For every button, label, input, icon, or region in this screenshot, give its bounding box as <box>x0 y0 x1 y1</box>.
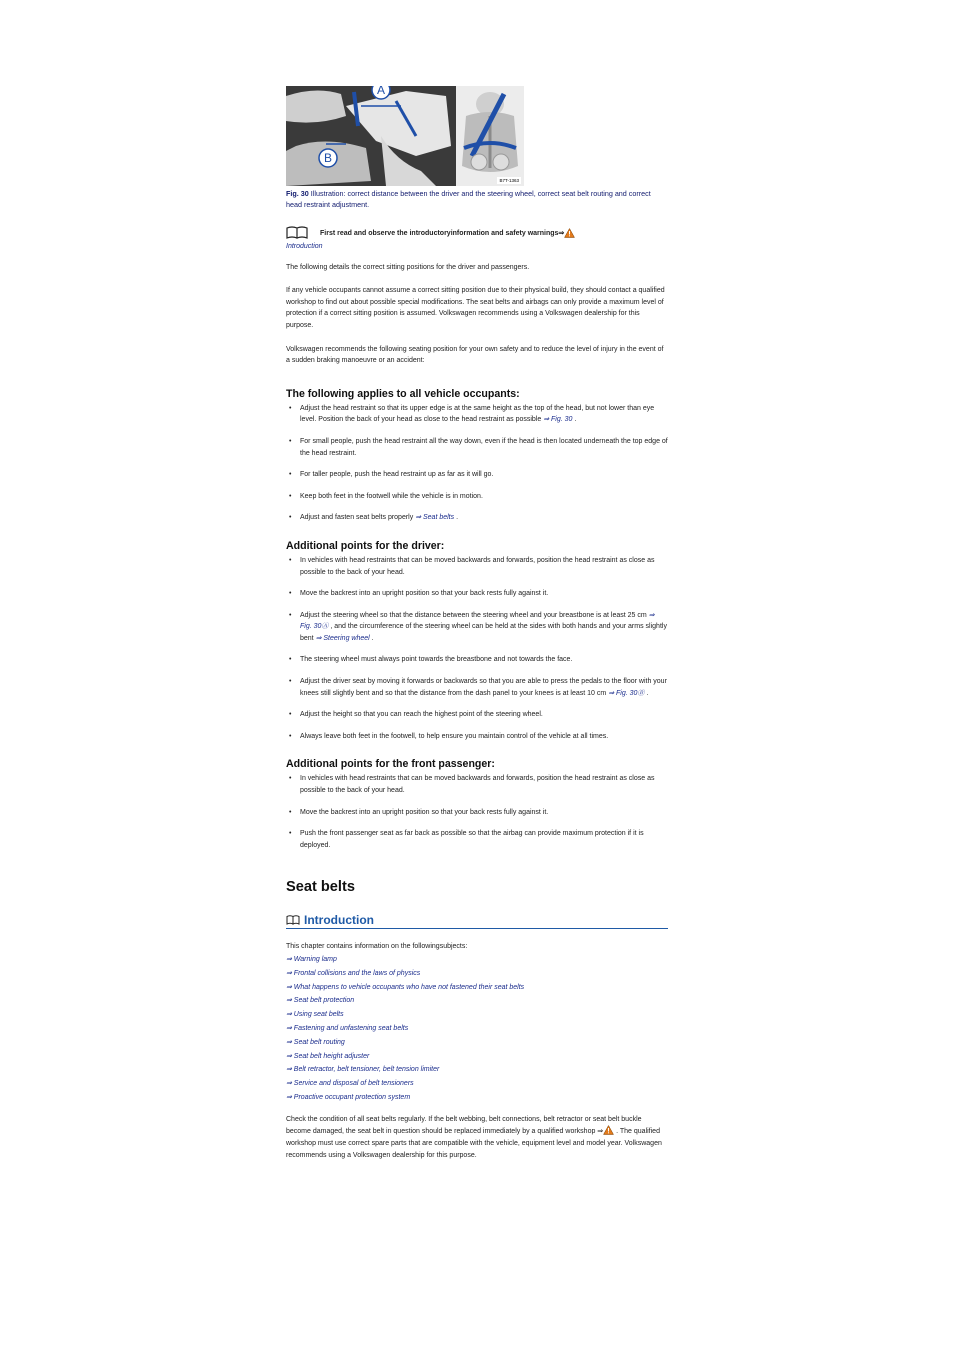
list-item: • For small people, push the head restraint all the way down, even if the head is then located underneath the top edge of the head restraint. <box>286 436 668 459</box>
book-icon <box>286 226 308 239</box>
link-belt-retractor[interactable]: ⇒ Belt retractor, belt tensioner, belt tension limiter <box>286 1066 440 1074</box>
list-item: • The steering wheel must always point towards the breastbone and not towards the face. <box>286 654 668 666</box>
safety-note <box>286 226 668 239</box>
list-item: • Adjust the head restraint so that its upper edge is at the same height as the top of the head, but not lower than eye level. Position the back of your head as close to the head restraint as possible ⇒ Fig. 30 . <box>286 403 668 426</box>
figure-label-b: B <box>323 151 333 165</box>
all-occupants-heading: The following applies to all vehicle occupants: <box>286 387 520 400</box>
warning-triangle-icon <box>564 228 575 238</box>
link-belt-tensioners[interactable]: ⇒ Service and disposal of belt tensioners <box>286 1080 414 1088</box>
introduction-title: Introduction <box>304 913 374 928</box>
link-frontal-collisions[interactable]: ⇒ Frontal collisions and the laws of physics <box>286 969 421 977</box>
chapter-links <box>286 953 668 1105</box>
list-item: • For taller people, push the head restraint up as far as it will go. <box>286 469 668 481</box>
list-item: • In vehicles with head restraints that can be moved backwards and forwards, position the head restraint as close as possible to the back of your head. <box>286 773 668 796</box>
driver-heading: Additional points for the driver: <box>286 539 445 552</box>
list-item: • Adjust and fasten seat belts properly ⇒ Seat belts . <box>286 512 668 524</box>
fig-30-link[interactable]: ⇒ Fig. 30 <box>543 416 573 424</box>
figure-caption-text: Illustration: correct distance between the driver and the steering wheel, correct seat belt routing and correct head restraint adjustment. <box>286 189 651 209</box>
figure-number: Fig. 30 <box>286 189 309 198</box>
chapter-intro-text: This chapter contains information on the followingsubjects: <box>286 943 468 951</box>
manual-page <box>286 86 668 1161</box>
driver-list <box>286 555 668 743</box>
list-item: • Move the backrest into an upright position so that your back rests fully against it. <box>286 807 668 819</box>
intro-paragraph-2: If any vehicle occupants cannot assume a correct sitting position due to their physical build, they should contact a qualified workshop to find out about possible special modifications. The seat belts and airbags can only provide a maximum level of protection if a correct sitting position is assumed. Volkswagen recommends using a Volkswagen dealership for this purpose. <box>286 287 665 329</box>
seat-belts-link[interactable]: ⇒ Seat belts <box>415 514 455 522</box>
list-item: • Adjust the steering wheel so that the distance between the steering wheel and your breastbone is at least 25 cm ⇒ Fig. 30Ⓐ , and the circumference of the steering wheel can be held at the sides with both hands and your arms slightly bent ⇒ Steering wheel . <box>286 610 668 645</box>
warning-triangle-icon <box>603 1125 614 1135</box>
introduction-header <box>286 913 668 929</box>
book-icon <box>286 915 300 925</box>
list-item: • Always leave both feet in the footwell, to help ensure you maintain control of the vehicle at all times. <box>286 731 668 743</box>
list-item: • Move the backrest into an upright position so that your back rests fully against it. <box>286 588 668 600</box>
list-item: • Adjust the driver seat by moving it forwards or backwards so that you are able to press the pedals to the floor with your knees still slightly bent and so that the distance from the dash panel to your knees is at least 10 cm ⇒ Fig. 30Ⓑ . <box>286 676 668 699</box>
intro-paragraph-3: Volkswagen recommends the following seating position for your own safety and to reduce the level of injury in the event of a sudden braking manoeuvre or an accident: <box>286 345 664 365</box>
link-warning-lamp[interactable]: ⇒ Warning lamp <box>286 956 337 963</box>
fig-30b-link[interactable]: ⇒ Fig. 30Ⓑ <box>608 689 645 697</box>
figure-caption <box>286 188 668 210</box>
fig-30a-link[interactable]: ⇒ Fig. 30Ⓐ <box>300 611 655 631</box>
passenger-heading: Additional points for the front passenger: <box>286 758 495 771</box>
link-height-adjuster[interactable]: ⇒ Seat belt height adjuster <box>286 1052 370 1060</box>
list-item: • Push the front passenger seat as far back as possible so that the airbag can provide maximum protection if it is deployed. <box>286 828 668 851</box>
note-text: First read and observe the introductoryinformation and safety warnings⇒ <box>320 229 565 237</box>
introduction-link[interactable]: Introduction <box>286 243 323 250</box>
link-belt-routing[interactable]: ⇒ Seat belt routing <box>286 1038 345 1046</box>
figure-label-a: A <box>376 86 386 97</box>
seat-diagram-graphic <box>286 86 524 186</box>
seat-belts-title: Seat belts <box>286 879 355 896</box>
list-item: • Adjust the height so that you can reach the highest point of the steering wheel. <box>286 709 668 721</box>
figure-30-illustration <box>286 86 524 186</box>
link-proactive-protection[interactable]: ⇒ Proactive occupant protection system <box>286 1093 411 1101</box>
check-belts-paragraph: Check the condition of all seat belts regularly. If the belt webbing, belt connections, belt retractor or seat belt buckle become damaged, the seat belt in question should be replaced immediately by a qualified workshop ⇒ . The qualified workshop must use correct spare parts that are compatible with the vehicle, equipment level and model year. Volkswagen recommends using a Volkswagen dealership for this purpose. <box>286 1115 662 1159</box>
link-using-belts[interactable]: ⇒ Using seat belts <box>286 1011 344 1019</box>
link-fastening-belts[interactable]: ⇒ Fastening and unfastening seat belts <box>286 1024 409 1032</box>
all-occupants-list <box>286 403 668 524</box>
figure-code: B7T-1363 <box>499 178 519 183</box>
link-belt-protection[interactable]: ⇒ Seat belt protection <box>286 997 355 1005</box>
passenger-list <box>286 773 668 851</box>
link-unfastened-belts[interactable]: ⇒ What happens to vehicle occupants who have not fastened their seat belts <box>286 983 525 991</box>
steering-wheel-link[interactable]: ⇒ Steering wheel <box>315 634 370 642</box>
intro-paragraph-1: The following details the correct sitting positions for the driver and passengers. <box>286 263 530 271</box>
list-item: • In vehicles with head restraints that can be moved backwards and forwards, position the head restraint as close as possible to the back of your head. <box>286 555 668 578</box>
list-item: • Keep both feet in the footwell while the vehicle is in motion. <box>286 491 668 503</box>
